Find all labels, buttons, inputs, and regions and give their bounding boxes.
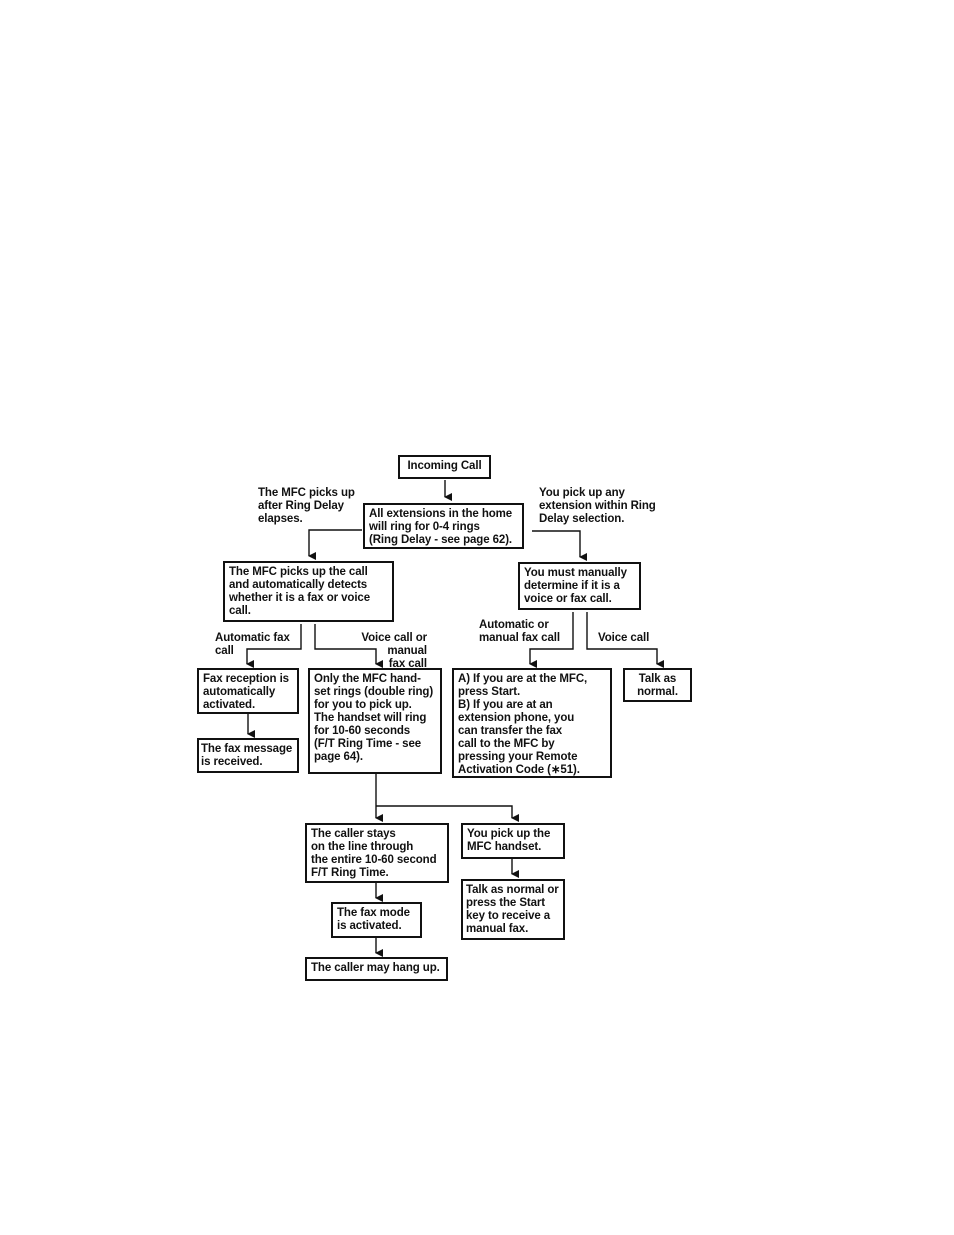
arrow-extension-to-manual xyxy=(532,531,580,557)
you-pick-up-extension-label: You pick up any extension within Ring Delay selection. xyxy=(539,487,656,525)
talk-or-start-box: Talk as normal or press the Start key to receive a manual fax. xyxy=(461,879,565,940)
all-extensions-ring-box: All extensions in the home will ring for 0-4 rings (Ring Delay - see page 62). xyxy=(363,503,524,549)
arrow-delay-to-mfc-picks-up xyxy=(309,530,362,556)
mfc-picks-up-after-delay-label: The MFC picks up after Ring Delay elapses. xyxy=(258,487,355,525)
voice-or-manual-fax-label: Voice call or manual fax call xyxy=(361,632,427,670)
arrow-split-to-pick-up xyxy=(376,806,512,818)
transfer-instructions-box: A) If you are at the MFC, press Start. B) If you are at an extension phone, you can transfer the fax call to the MFC by pressing your Remote Activation Code (∗51). xyxy=(452,668,612,778)
caller-may-hang-up-box: The caller may hang up. xyxy=(305,957,448,981)
mfc-handset-rings-box: Only the MFC hand- set rings (double ring) for you to pick up. The handset will ring for 10-60 seconds (F/T Ring Time - see page 64). xyxy=(308,668,442,774)
fax-message-received-box: The fax message is received. xyxy=(197,738,299,773)
fax-reception-activated-box: Fax reception is automatically activated. xyxy=(197,668,299,714)
fax-mode-activated-box: The fax mode is activated. xyxy=(331,902,422,938)
automatic-fax-call-label: Automatic fax call xyxy=(215,632,290,657)
manually-determine-box: You must manually determine if it is a voice or fax call. xyxy=(518,562,641,610)
pick-up-handset-box: You pick up the MFC handset. xyxy=(461,823,565,859)
automatic-or-manual-fax-label: Automatic or manual fax call xyxy=(479,619,560,644)
mfc-picks-up-detects-box: The MFC picks up the call and automatically detects whether it is a fax or voice call. xyxy=(223,561,394,622)
voice-call-label: Voice call xyxy=(598,632,650,644)
caller-stays-box: The caller stays on the line through the entire 10-60 second F/T Ring Time. xyxy=(305,823,449,883)
incoming-call-box: Incoming Call xyxy=(398,455,491,479)
talk-as-normal-box: Talk as normal. xyxy=(623,668,692,702)
